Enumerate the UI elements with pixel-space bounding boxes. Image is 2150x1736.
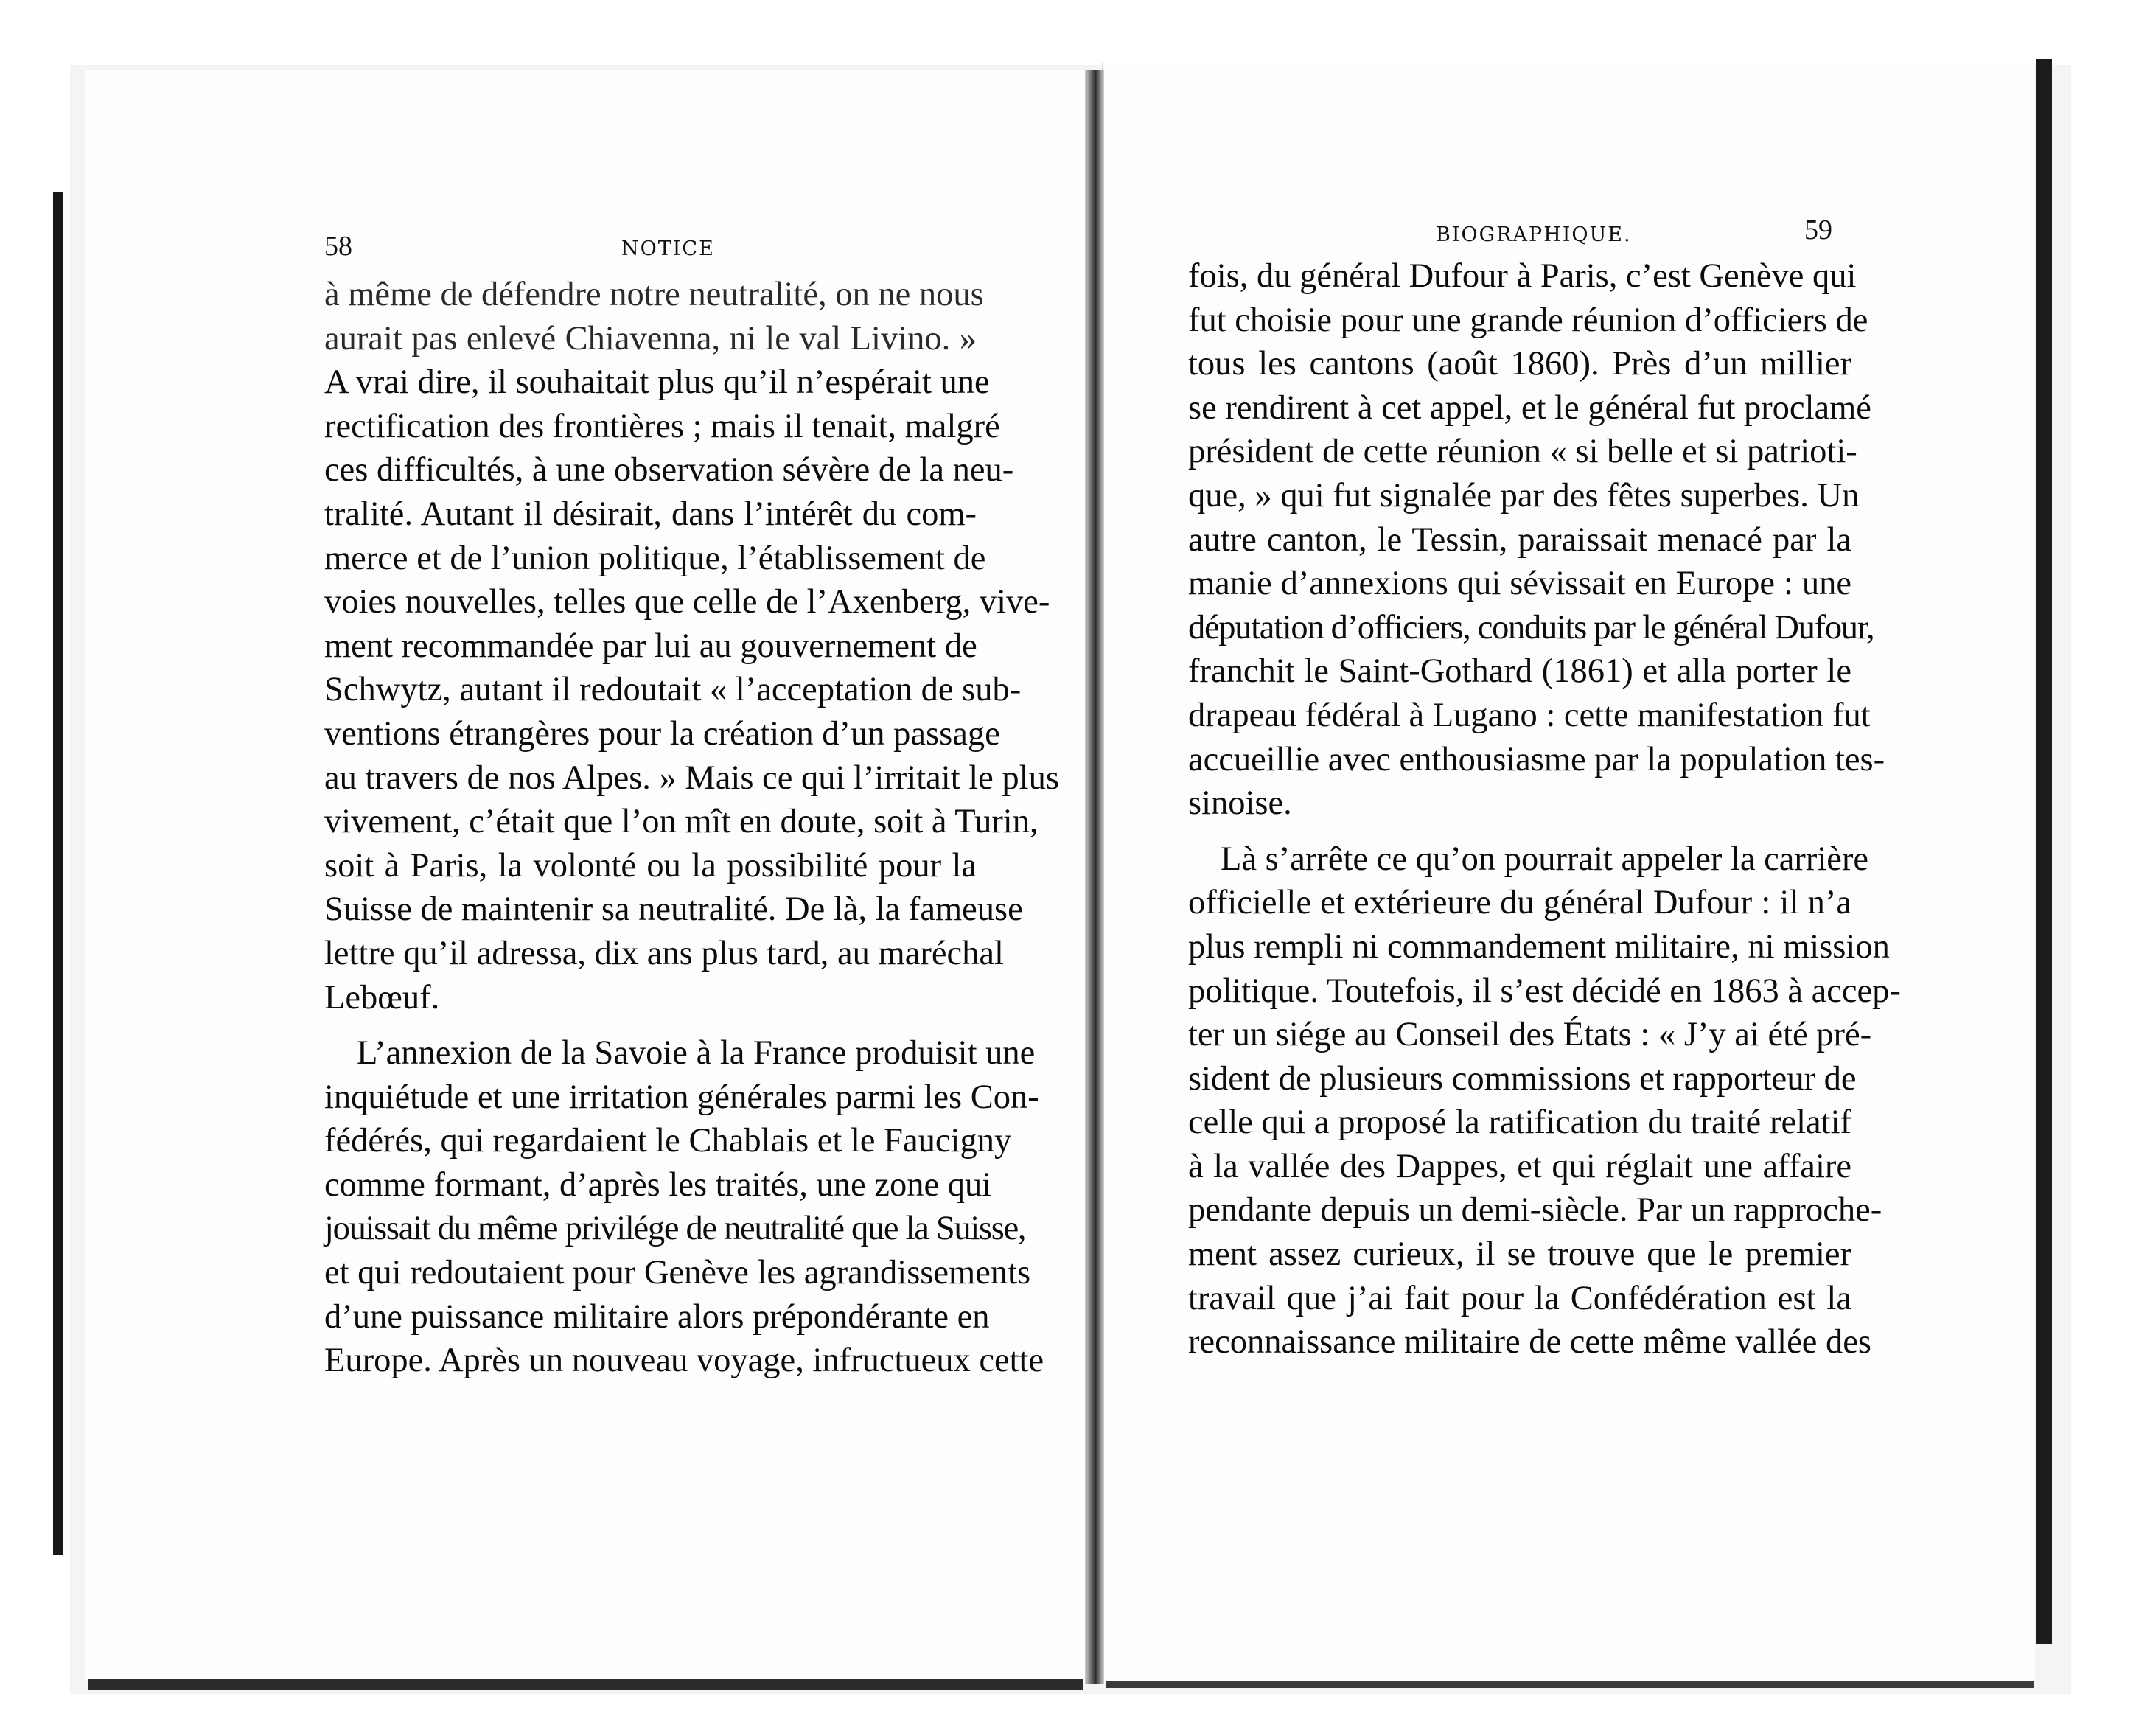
text-line: voies nouvelles, telles que celle de l’Axenberg, vive- bbox=[324, 583, 1050, 621]
text-line: au travers de nos Alpes. » Mais ce qui l’irritait le plus bbox=[324, 759, 1059, 797]
right-page-number: 59 bbox=[1804, 215, 1832, 245]
book-edge-left bbox=[53, 192, 63, 1555]
text-line: à même de défendre notre neutralité, on ne nous bbox=[324, 276, 984, 313]
right-page-text bbox=[1188, 254, 1901, 1364]
text-line: Là s’arrête ce qu’on pourrait appeler la carrière bbox=[1221, 840, 1869, 878]
text-line: et qui redoutaient pour Genève les agrandissements bbox=[324, 1254, 1031, 1292]
text-line: lettre qu’il adressa, dix ans plus tard, au maréchal bbox=[324, 934, 1004, 972]
left-page-number: 58 bbox=[324, 231, 352, 262]
text-line: sinoise. bbox=[1188, 784, 1292, 823]
text-line: rectification des frontières ; mais il tenait, malgré bbox=[324, 407, 1000, 445]
text-line: officielle et extérieure du général Dufour : il n’a bbox=[1188, 884, 1851, 922]
text-line: travail que j’ai fait pour la Confédération est la bbox=[1188, 1279, 1851, 1317]
text-line: ces difficultés, à une observation sévère de la neu- bbox=[324, 451, 1014, 489]
text-line: comme formant, d’après les traités, une zone qui bbox=[324, 1165, 992, 1204]
text-line: L’annexion de la Savoie à la France produisit une bbox=[357, 1034, 1036, 1073]
text-line: à la vallée des Dappes, et qui réglait une affaire bbox=[1188, 1147, 1851, 1185]
text-line: que, » qui fut signalée par des fêtes superbes. Un bbox=[1188, 476, 1860, 515]
text-line: ter un siége au Conseil des États : « J’y ai été pré- bbox=[1188, 1016, 1872, 1054]
left-page-bottom-edge bbox=[88, 1679, 1083, 1690]
text-line: jouissait du même privilége de neutralité que la Suisse, bbox=[324, 1210, 1026, 1248]
text-line: députation d’officiers, conduits par le général Dufour, bbox=[1188, 608, 1874, 646]
text-line: politique. Toutefois, il s’est décidé en 1863 à accep- bbox=[1188, 972, 1901, 1010]
left-running-head: NOTICE bbox=[621, 237, 715, 260]
text-line: ment assez curieux, il se trouve que le premier bbox=[1188, 1235, 1851, 1274]
text-line: Europe. Après un nouveau voyage, infructueux cette bbox=[324, 1342, 1044, 1380]
text-line: président de cette réunion « si belle et si patrioti- bbox=[1188, 433, 1857, 471]
text-line: reconnaissance militaire de cette même vallée des bbox=[1188, 1323, 1871, 1362]
text-line: d’une puissance militaire alors prépondérante en bbox=[324, 1297, 990, 1336]
text-line: pendante depuis un demi-siècle. Par un rapproche- bbox=[1188, 1191, 1882, 1230]
text-line: fut choisie pour une grande réunion d’officiers de bbox=[1188, 301, 1868, 339]
text-line: merce et de l’union politique, l’établissement de bbox=[324, 539, 986, 577]
text-line: Suisse de maintenir sa neutralité. De là, la fameuse bbox=[324, 890, 1023, 929]
text-line: plus rempli ni commandement militaire, ni mission bbox=[1188, 927, 1890, 966]
text-line: ment recommandée par lui au gouvernement de bbox=[324, 627, 977, 665]
book-gutter bbox=[1085, 70, 1104, 1684]
text-line: fédérés, qui regardaient le Chablais et le Faucigny bbox=[324, 1122, 1012, 1160]
text-line: Schwytz, autant il redoutait « l’acceptation de sub- bbox=[324, 671, 1022, 709]
text-line: franchit le Saint-Gothard (1861) et alla porter le bbox=[1188, 652, 1851, 691]
text-line: accueillie avec enthousiasme par la population tes- bbox=[1188, 740, 1885, 778]
text-line: tous les cantons (août 1860). Près d’un millier bbox=[1188, 345, 1851, 383]
right-running-head: BIOGRAPHIQUE. bbox=[1436, 223, 1632, 246]
text-line: drapeau fédéral à Lugano : cette manifestation fut bbox=[1188, 696, 1871, 734]
right-page-bottom-edge bbox=[1106, 1681, 2034, 1688]
text-line: A vrai dire, il souhaitait plus qu’il n’espérait une bbox=[324, 363, 990, 402]
text-line: vivement, c’était que l’on mît en doute, soit à Turin, bbox=[324, 803, 1039, 841]
text-line: se rendirent à cet appel, et le général fut proclamé bbox=[1188, 388, 1871, 427]
text-line: sident de plusieurs commissions et rapporteur de bbox=[1188, 1059, 1857, 1098]
text-line: autre canton, le Tessin, paraissait menacé par la bbox=[1188, 520, 1851, 559]
text-line: inquiétude et une irritation générales parmi les Con- bbox=[324, 1078, 1039, 1116]
text-line: Lebœuf. bbox=[324, 978, 440, 1017]
text-line: fois, du général Dufour à Paris, c’est Genève qui bbox=[1188, 257, 1857, 295]
text-line: tralité. Autant il désirait, dans l’intérêt du com- bbox=[324, 495, 977, 533]
book-edge-right bbox=[2036, 59, 2052, 1644]
text-line: manie d’annexions qui sévissait en Europe : une bbox=[1188, 565, 1851, 603]
left-page-text bbox=[324, 273, 1059, 1383]
text-line: ventions étrangères pour la création d’un passage bbox=[324, 714, 1000, 753]
text-line: soit à Paris, la volonté ou la possibilité pour la bbox=[324, 846, 977, 885]
text-line: celle qui a proposé la ratification du traité relatif bbox=[1188, 1104, 1851, 1142]
text-line: aurait pas enlevé Chiavenna, ni le val Livino. » bbox=[324, 319, 977, 358]
